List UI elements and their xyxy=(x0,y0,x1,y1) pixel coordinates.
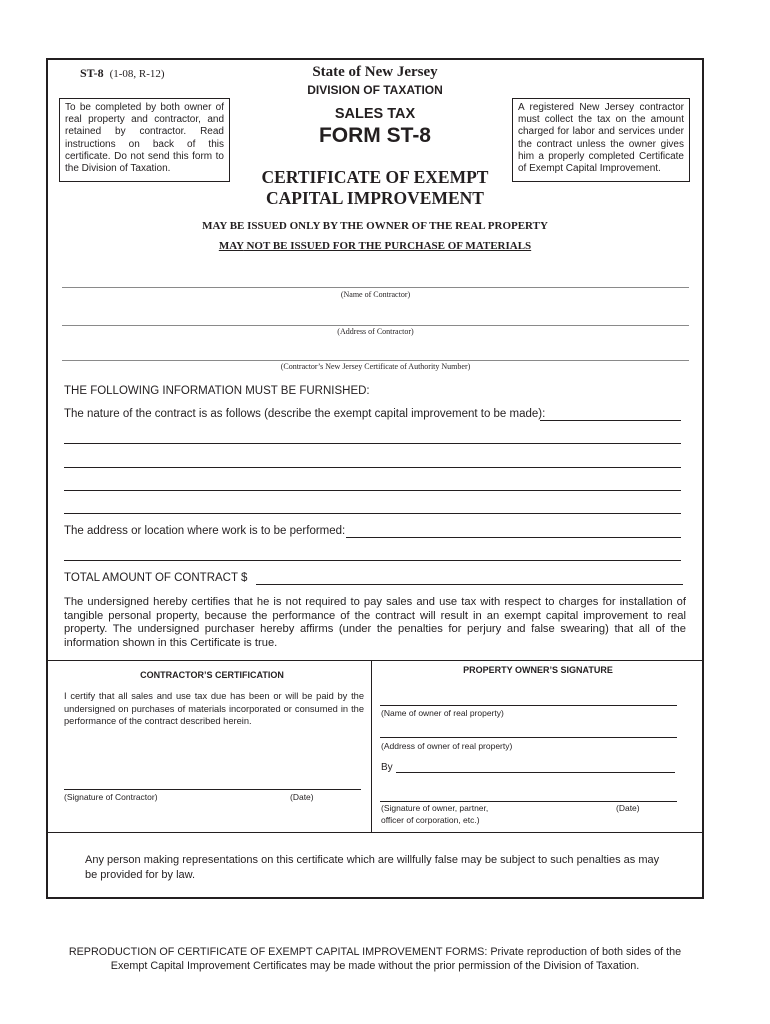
contractor-date-caption: (Date) xyxy=(290,792,314,802)
form-code: ST-8 xyxy=(80,66,104,80)
work-address-label: The address or location where work is to be performed: xyxy=(64,525,346,537)
contractor-authority-caption: (Contractor’s New Jersey Certificate of Authority Number) xyxy=(280,362,471,371)
work-address-line-2[interactable] xyxy=(64,560,681,561)
materials-notice xyxy=(60,240,690,252)
division-title: DIVISION OF TAXATION xyxy=(307,83,443,97)
left-instruction-box: To be completed by both owner of real property and contractor, and retained by contractor. Read instructions on back of this certificate. Do not send this form to the Division of Taxation. xyxy=(59,98,230,182)
signature-section-bottom xyxy=(47,832,703,833)
owner-signature-title: PROPERTY OWNER’S SIGNATURE xyxy=(463,665,613,675)
contractor-name-caption: (Name of Contractor) xyxy=(340,290,411,299)
contractor-address-line[interactable] xyxy=(62,325,689,326)
materials-notice-rest: NOT BE ISSUED FOR THE PURCHASE OF MATERIALS xyxy=(243,240,532,252)
materials-notice-may: MAY xyxy=(218,240,244,252)
contractor-cert-title: CONTRACTOR’S CERTIFICATION xyxy=(140,670,284,680)
contract-nature-line-4[interactable] xyxy=(64,513,681,514)
contractor-authority-line[interactable] xyxy=(62,360,689,361)
form-code-line xyxy=(80,66,165,81)
owner-address-line[interactable] xyxy=(380,737,677,738)
owner-address-caption: (Address of owner of real property) xyxy=(381,741,513,751)
contractor-name-line[interactable] xyxy=(62,287,689,288)
certification-statement: The undersigned hereby certifies that he is not required to pay sales and use tax with respect to charges for installation of tangible personal property, because the performance of the contract will result in an exempt capital improvement to real property. The undersigned purchaser hereby affirms (under the penalties for perjury and false swearing) that all of the information shown in this Certificate is true. xyxy=(64,596,686,649)
contract-nature-line-2[interactable] xyxy=(64,467,681,468)
certificate-title-line1: CERTIFICATE OF EXEMPT xyxy=(261,167,489,187)
state-title: State of New Jersey xyxy=(312,64,438,80)
owner-signature-caption-2: officer of corporation, etc.) xyxy=(381,815,480,825)
by-label: By xyxy=(381,762,393,773)
right-instruction-box: A registered New Jersey contractor must collect the tax on the amount charged for labor and services under the contract unless the owner gives him a properly completed Certificate of Exempt Capital Improvement. xyxy=(512,98,690,182)
signature-section-divider xyxy=(47,660,703,661)
sales-tax-title: SALES TAX xyxy=(334,106,416,122)
contractor-cert-text: I certify that all sales and use tax due has been or will be paid by the undersigned on purchases of materials incorporated or consumed in the performance of the contract described herein. xyxy=(64,691,364,726)
contractor-signature-line[interactable] xyxy=(64,789,361,790)
info-heading: THE FOLLOWING INFORMATION MUST BE FURNISHED: xyxy=(64,385,370,397)
work-address-field[interactable] xyxy=(346,523,681,538)
total-amount-label: TOTAL AMOUNT OF CONTRACT $ xyxy=(64,572,248,584)
contract-nature-field[interactable] xyxy=(540,406,681,421)
owner-name-caption: (Name of owner of real property) xyxy=(381,708,504,718)
certificate-title-line2: CAPITAL IMPROVEMENT xyxy=(266,188,484,208)
owner-signature-caption-1: (Signature of owner, partner, xyxy=(381,803,489,813)
signature-column-divider xyxy=(371,660,372,832)
contract-nature-label: The nature of the contract is as follows (describe the exempt capital improvement to be made): xyxy=(64,408,546,420)
contract-nature-line-1[interactable] xyxy=(64,443,681,444)
contractor-address-caption: (Address of Contractor) xyxy=(337,327,414,336)
contractor-signature-caption: (Signature of Contractor) xyxy=(64,792,158,802)
total-amount-field[interactable] xyxy=(256,570,683,585)
penalty-note: Any person making representations on this certificate which are willfully false may be subject to such penalties as may be provided for by law. xyxy=(85,854,660,881)
reproduction-footer: REPRODUCTION OF CERTIFICATE OF EXEMPT CAPITAL IMPROVEMENT FORMS: Private reproduction of both sides of the Exempt Capital Improvement Certificates may be made without the prior permission of the Division of Taxation. xyxy=(68,946,682,972)
form-title: FORM ST-8 xyxy=(318,124,431,147)
contract-nature-line-3[interactable] xyxy=(64,490,681,491)
by-line[interactable] xyxy=(396,772,675,773)
owner-only-notice: MAY BE ISSUED ONLY BY THE OWNER OF THE REAL PROPERTY xyxy=(202,220,548,232)
owner-date-caption: (Date) xyxy=(616,803,640,813)
owner-signature-line[interactable] xyxy=(380,801,677,802)
owner-name-line[interactable] xyxy=(380,705,677,706)
form-revision: (1-08, R-12) xyxy=(109,68,165,80)
